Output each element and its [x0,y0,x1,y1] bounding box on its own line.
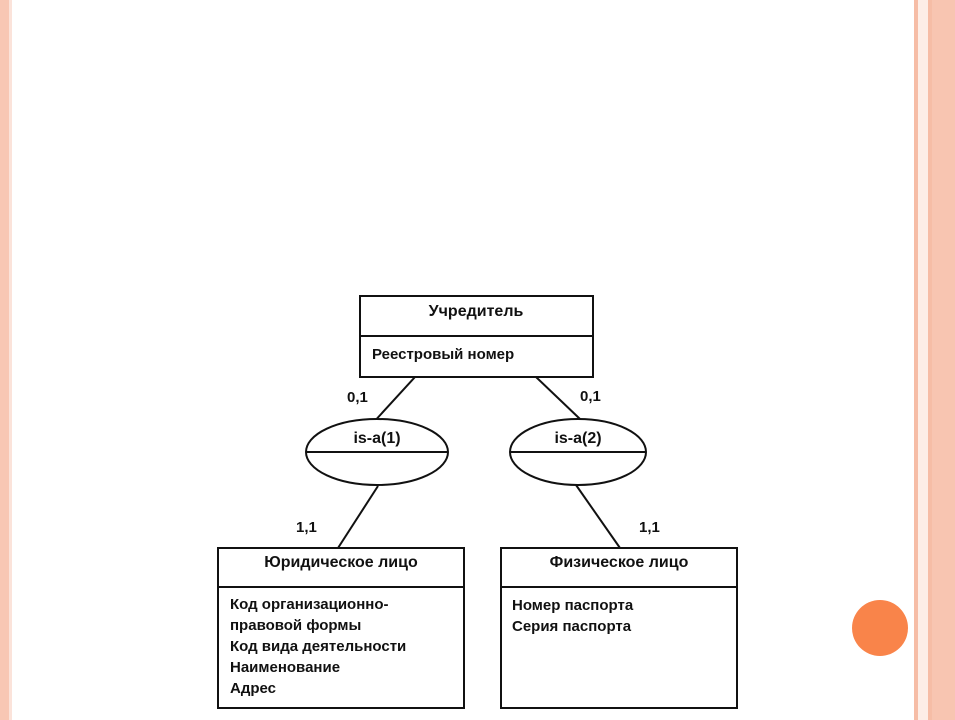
entity-yur-attr-5: Адрес [230,680,277,697]
entity-yur-attr-1: Код организационно- [230,596,389,613]
entity-uchreditel [360,296,593,377]
connector-parent-isa1 [372,377,415,424]
entity-fizicheskoe-litso [501,548,737,708]
entity-fiz-name: Физическое лицо [549,554,689,571]
connector-parent-isa2 [536,377,580,419]
entity-yur-name: Юридическое лицо [264,554,418,571]
cardinality-isa1-parent: 0,1 [347,389,368,406]
relation-isa-1 [306,419,448,485]
connector-isa2-child2 [576,485,620,548]
connector-isa1-child1 [338,486,378,548]
entity-yur-attr-3: Код вида деятельности [230,638,407,655]
cardinality-isa2-parent: 0,1 [580,388,601,405]
entity-yuridicheskoe-litso [218,548,464,708]
cardinality-isa2-child: 1,1 [639,519,660,536]
entity-fiz-attr-2: Серия паспорта [512,618,632,635]
relation-isa-2-label: is-a(2) [554,430,602,447]
entity-uchreditel-attr-1: Реестровый номер [372,346,515,363]
relation-isa-2 [510,419,646,485]
relation-isa-1-label: is-a(1) [353,430,401,447]
entity-uchreditel-name: Учредитель [428,303,524,320]
cardinality-isa1-child: 1,1 [296,519,317,536]
entity-yur-attr-2: правовой формы [230,617,362,634]
entity-fiz-attr-1: Номер паспорта [512,597,634,614]
entity-yur-attr-4: Наименование [230,659,341,676]
